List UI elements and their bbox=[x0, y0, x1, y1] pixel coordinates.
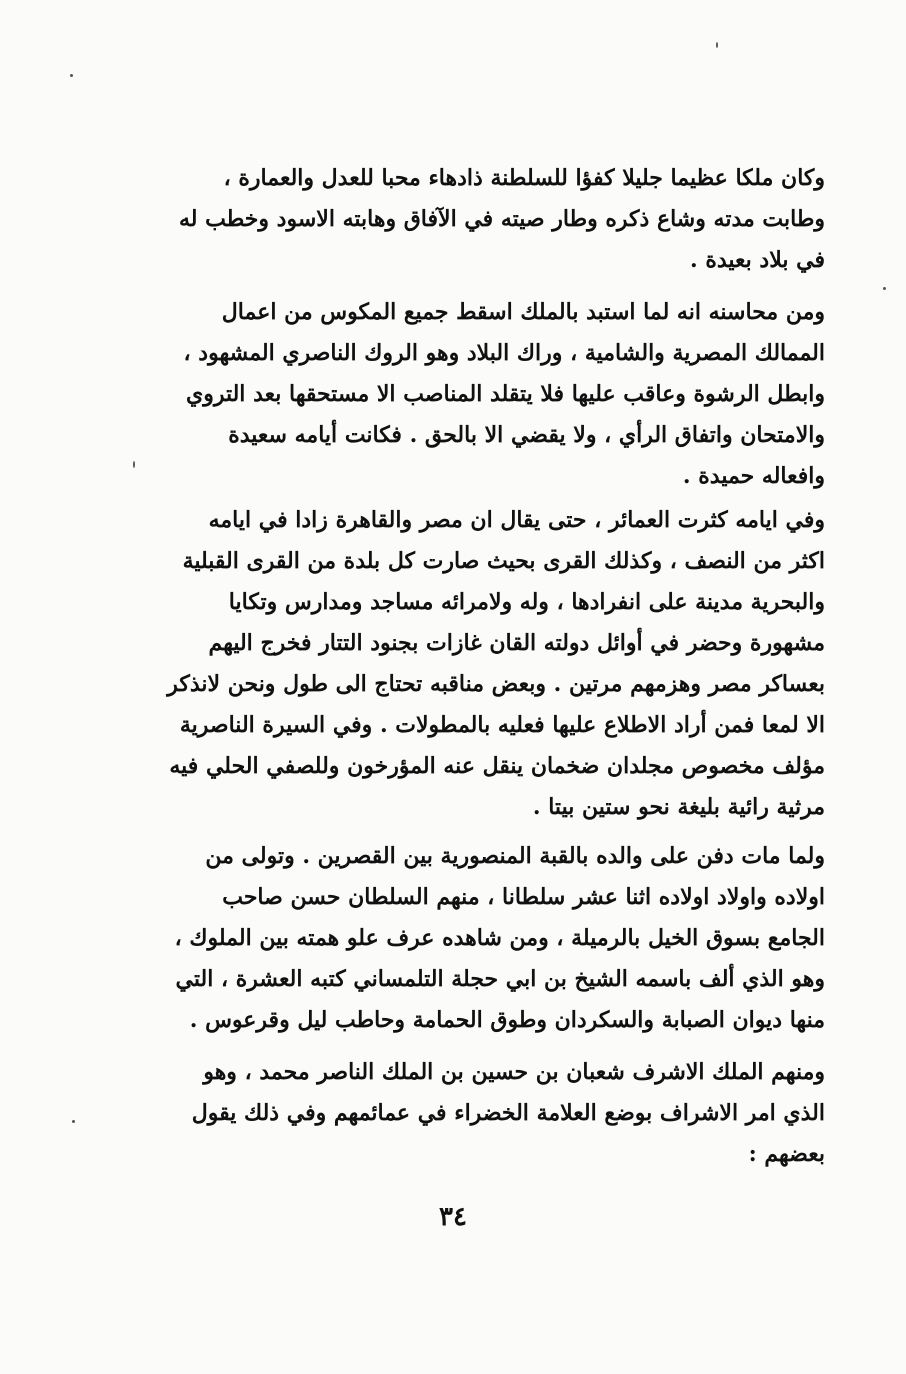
text-line: مرثية رائية بليغة نحو ستين بيتا . bbox=[532, 794, 825, 820]
text-line: والامتحان واتفاق الرأي ، ولا يقضي الا بالحق . فكانت أيامه سعيدة bbox=[228, 422, 825, 448]
text-line: بعضهم : bbox=[748, 1141, 825, 1167]
text-line: وطابت مدته وشاع ذكره وطار صيته في الآفاق وهابته الاسود وخطب له bbox=[178, 206, 825, 232]
text-line: بعساكر مصر وهزمهم مرتين . وبعض مناقبه تحتاج الى طول ونحن لانذكر bbox=[167, 671, 825, 697]
scan-speck bbox=[883, 287, 886, 290]
text-line: في بلاد بعيدة . bbox=[690, 247, 825, 273]
text-line: وكان ملكا عظيما جليلا كفؤا للسلطنة ذادهاء محبا للعدل والعمارة ، bbox=[223, 165, 825, 191]
scan-speck bbox=[72, 1120, 75, 1123]
text-line: الا لمعا فمن أراد الاطلاع عليها فعليه بالمطولات . وفي السيرة الناصرية bbox=[179, 712, 825, 738]
text-line: اولاده واولاد اولاده اثنا عشر سلطانا ، منهم السلطان حسن صاحب bbox=[222, 884, 825, 910]
text-line: مشهورة وحضر في أوائل دولته القان غازات بجنود التتار فخرج اليهم bbox=[208, 630, 825, 656]
text-line: وفي ايامه كثرت العمائر ، حتى يقال ان مصر والقاهرة زادا في ايامه bbox=[208, 507, 825, 533]
scan-speck bbox=[70, 74, 73, 77]
paragraph-2 bbox=[100, 292, 825, 497]
text-line: وابطل الرشوة وعاقب عليها فلا يتقلد المناصب الا مستحقها بعد التروي bbox=[185, 381, 825, 407]
text-line: والبحرية مدينة على انفرادها ، وله ولامرائه مساجد ومدارس وتكايا bbox=[228, 589, 825, 615]
text-line: الممالك المصرية والشامية ، وراك البلاد وهو الروك الناصري المشهود ، bbox=[183, 340, 825, 366]
page-number: ٣٤ bbox=[439, 1202, 467, 1232]
text-line: وافعاله حميدة . bbox=[682, 463, 825, 489]
text-line: وهو الذي ألف باسمه الشيخ بن ابي حجلة التلمساني كتبه العشرة ، التي bbox=[175, 966, 825, 992]
text-line: منها ديوان الصبابة والسكردان وطوق الحمامة وحاطب ليل وقرعوس . bbox=[189, 1007, 825, 1033]
text-line: الذي امر الاشراف بوضع العلامة الخضراء في عمائمهم وفي ذلك يقول bbox=[191, 1100, 825, 1126]
text-line: ولما مات دفن على والده بالقبة المنصورية بين القصرين . وتولى من bbox=[205, 843, 825, 869]
text-line: ومنهم الملك الاشرف شعبان بن حسين بن الملك الناصر محمد ، وهو bbox=[203, 1059, 825, 1085]
text-line: الجامع بسوق الخيل بالرميلة ، ومن شاهده عرف علو همته بين الملوك ، bbox=[174, 925, 825, 951]
text-line: مؤلف مخصوص مجلدان ضخمان ينقل عنه المؤرخون وللصفي الحلي فيه bbox=[169, 753, 825, 779]
paragraph-3 bbox=[100, 500, 825, 828]
text-line: اكثر من النصف ، وكذلك القرى بحيث صارت كل بلدة من القرى القبلية bbox=[182, 548, 825, 574]
scan-speck bbox=[716, 42, 718, 48]
paragraph-1 bbox=[100, 158, 825, 281]
text-line: ومن محاسنه انه لما استبد بالملك اسقط جميع المكوس من اعمال bbox=[221, 299, 825, 325]
paragraph-5 bbox=[100, 1052, 825, 1175]
paragraph-4 bbox=[100, 836, 825, 1041]
